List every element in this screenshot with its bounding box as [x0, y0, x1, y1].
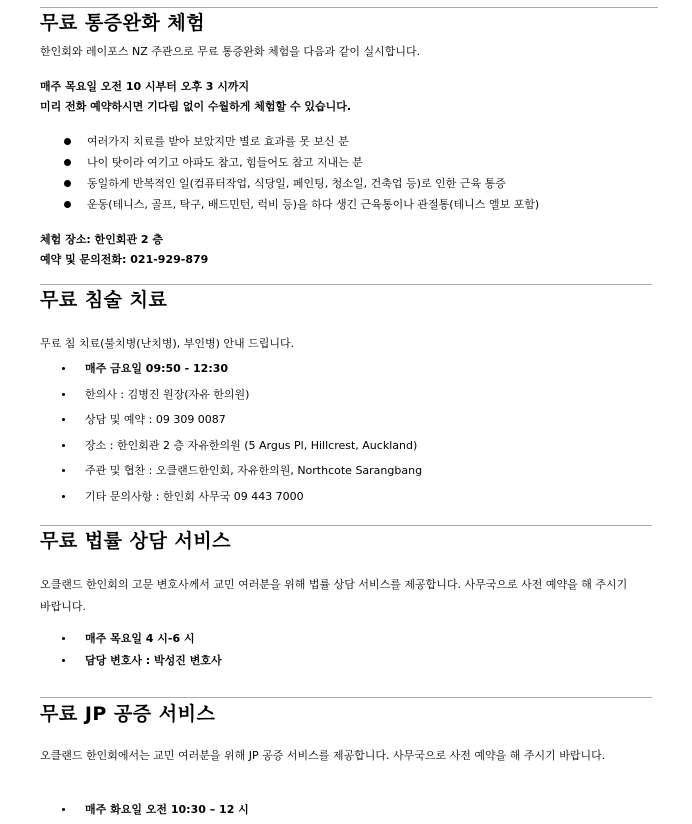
section-title-pain-relief: 무료 통증완화 체험: [40, 12, 206, 34]
bullet-icon: [64, 180, 71, 187]
list-item: 상담 및 예약 : 09 309 0087: [64, 413, 226, 426]
list-item: 기타 문의사항 : 한인회 사무국 09 443 7000: [64, 490, 304, 503]
section-divider: [40, 7, 658, 8]
pain-relief-intro: 한인회와 레이포스 NZ 주관으로 무료 통증완화 체험을 다음과 같이 실시합니다.: [40, 45, 421, 58]
section-title-jp: 무료 JP 공증 서비스: [40, 703, 216, 725]
list-item: 운동(테니스, 골프, 탁구, 배드민턴, 럭비 등)을 하다 생긴 근육통이나 관절통(테니스 엘보 포함): [64, 198, 539, 211]
pain-relief-contact: 예약 및 문의전화: 021-929-879: [40, 253, 209, 266]
bullet-icon: [62, 659, 65, 662]
bullet-icon: [64, 201, 71, 208]
list-item: 매주 목요일 4 시-6 시: [64, 632, 195, 645]
bullet-icon: [62, 637, 65, 640]
list-item: 장소 : 한인회관 2 층 자유한의원 (5 Argus Pl, Hillcrest, Auckland): [64, 439, 417, 452]
bullet-icon: [62, 418, 65, 421]
bullet-icon: [64, 159, 71, 166]
pain-relief-place: 체험 장소: 한인회관 2 층: [40, 233, 164, 246]
bullet-icon: [64, 138, 71, 145]
section-divider: [40, 525, 652, 526]
bullet-icon: [62, 495, 65, 498]
bullet-icon: [62, 808, 65, 811]
jp-intro: 오클랜드 한인회에서는 교민 여러분을 위해 JP 공증 서비스를 제공합니다. 사무국으로 사전 예약을 해 주시기 바랍니다.: [40, 749, 606, 762]
bullet-icon: [62, 367, 65, 370]
section-divider: [40, 697, 652, 698]
section-title-acupuncture: 무료 침술 치료: [40, 289, 168, 311]
section-divider: [40, 284, 652, 285]
list-item: 여러가지 치료를 받아 보았지만 별로 효과를 못 보신 분: [64, 135, 349, 148]
list-item: 매주 금요일 09:50 - 12:30: [64, 362, 228, 375]
pain-relief-time: 매주 목요일 오전 10 시부터 오후 3 시까지: [40, 80, 250, 93]
section-title-legal: 무료 법률 상담 서비스: [40, 530, 232, 552]
list-item: 담당 변호사 : 박성진 변호사: [64, 654, 222, 667]
list-item: 주관 및 협찬 : 오클랜드한인회, 자유한의원, Northcote Sarangbang: [64, 464, 422, 477]
list-item: 매주 화요일 오전 10:30 – 12 시: [64, 803, 249, 816]
list-item: 한의사 : 김병진 원장(자유 한의원): [64, 388, 249, 401]
bullet-icon: [62, 393, 65, 396]
bullet-icon: [62, 444, 65, 447]
bullet-icon: [62, 469, 65, 472]
list-item: 동일하게 반복적인 일(컴퓨터작업, 식당일, 페인팅, 청소일, 건축업 등)로 인한 근육 통증: [64, 177, 506, 190]
acupuncture-intro: 무료 침 치료(불치병(난치병), 부인병) 안내 드립니다.: [40, 337, 295, 350]
legal-intro: 오클랜드 한인회의 고문 변호사께서 교민 여러분을 위해 법률 상담 서비스를 제공합니다. 사무국으로 사전 예약을 해 주시기 바랍니다.: [40, 578, 628, 613]
list-item: 나이 탓이라 여기고 아파도 참고, 힘들어도 참고 지내는 분: [64, 156, 363, 169]
pain-relief-note: 미리 전화 예약하시면 기다림 없이 수월하게 체험할 수 있습니다.: [40, 100, 352, 113]
